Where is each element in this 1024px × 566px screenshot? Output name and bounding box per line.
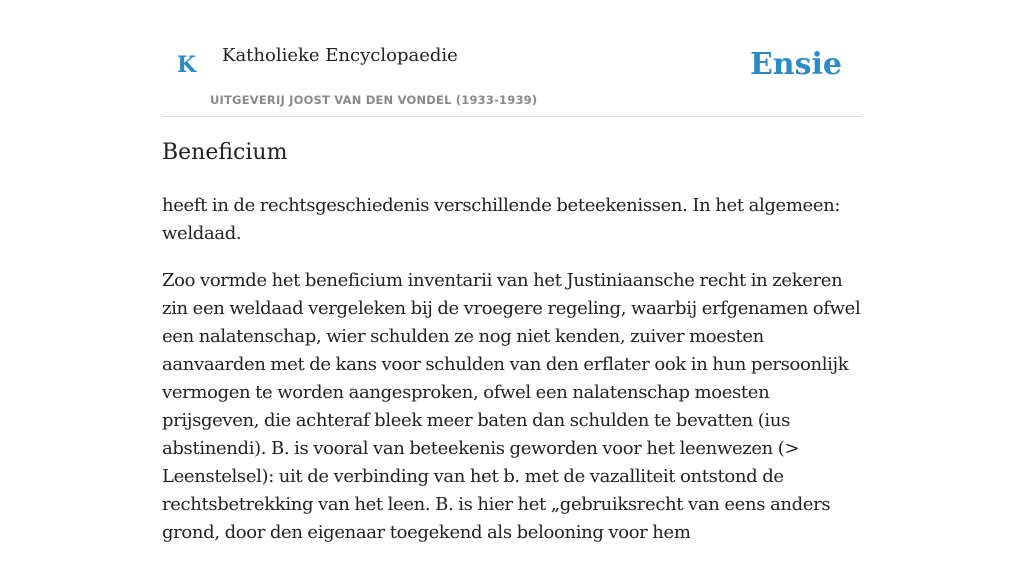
ensie-brand-link[interactable]: Ensie xyxy=(749,47,842,82)
publication-logo[interactable]: K xyxy=(177,52,197,78)
site-header xyxy=(162,0,862,117)
entry-paragraph: Zoo vormde het beneficium inventarii van het Justiniaansche recht in zekeren zin een weldaad vergeleken bij de vroegere regeling, waarbij erfgenamen ofwel een nalatenschap, wier schulden ze nog niet kenden, zuiver moesten aanvaarden met de kans voor schulden van den erflater ook in hun persoonlijk vermogen te worden aangesproken, ofwel een nalatenschap moesten prijsgeven, die achteraf bleek meer baten dan schulden te bevatten (ius abstinendi). B. is vooral van beteekenis geworden voor het leenwezen (> Leenstelsel): uit de verbinding van het b. met de vazalliteit ontstond de rechtsbetrekking van het leen. B. is hier het „gebruiksrecht van eens anders grond, door den eigenaar toegekend als belooning voor hem xyxy=(162,270,861,543)
publisher-line: UITGEVERIJ JOOST VAN DEN VONDEL (1933-1939) xyxy=(210,93,538,107)
book-title[interactable]: Katholieke Encyclopaedie xyxy=(222,45,458,66)
entry-body xyxy=(162,192,862,566)
entry-title: Beneficium xyxy=(162,140,288,165)
entry-paragraph: heeft in de rechtsgeschiedenis verschillende beteekenissen. In het algemeen: weldaad. xyxy=(162,195,841,244)
